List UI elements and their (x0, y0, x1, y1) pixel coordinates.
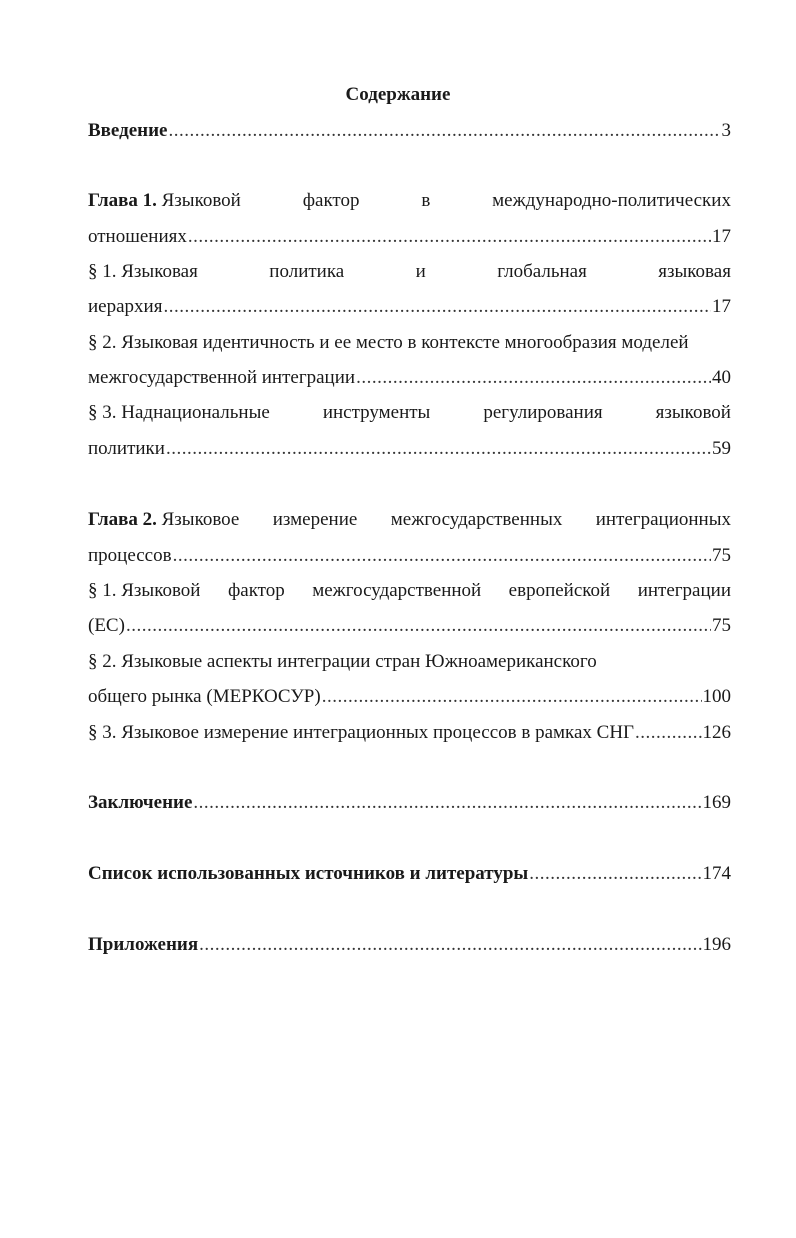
toc-label: § 2. Языковая идентичность и ее место в контексте многообразия моделей (88, 332, 689, 353)
toc-page: 40 (712, 367, 731, 388)
toc-page: 17 (712, 226, 731, 247)
word: межгосударственной (312, 580, 482, 601)
toc-page: 3 (721, 120, 731, 141)
word: политика (269, 261, 345, 282)
chapter-2-number: Глава 2. (88, 509, 157, 530)
toc-ch2-section-1-cont[interactable] (88, 615, 731, 637)
toc-label: Введение (88, 120, 168, 141)
toc-leader (169, 120, 721, 142)
toc-ch1-section-3-cont[interactable] (88, 438, 731, 460)
toc-label: Заключение (88, 792, 193, 813)
toc-leader (635, 722, 701, 744)
toc-page: 196 (702, 934, 731, 955)
word: интеграционных (595, 509, 731, 530)
toc-page: 75 (712, 615, 731, 636)
word: § 1. Языковой (88, 580, 201, 601)
toc-leader (173, 545, 711, 567)
toc-leader (356, 367, 711, 389)
word: языковая (658, 261, 731, 282)
word: Языковое (161, 509, 240, 530)
toc-label: § 2. Языковые аспекты интеграции стран Южноамериканского (88, 651, 597, 672)
word: европейской (508, 580, 611, 601)
toc-ch1-section-1-cont[interactable] (88, 296, 731, 318)
toc-page: 174 (702, 863, 731, 884)
toc-leader (166, 438, 711, 460)
word: международно-политических (492, 190, 731, 211)
toc-chapter-2-heading[interactable] (88, 509, 731, 531)
toc-page: 169 (702, 792, 731, 813)
toc-ch2-section-2-cont[interactable] (88, 686, 731, 708)
toc-chapter-2-cont[interactable] (88, 545, 731, 567)
word: глобальная (497, 261, 587, 282)
toc-leader (126, 615, 711, 637)
toc-label: процессов (88, 545, 172, 566)
word: Языковой (161, 190, 241, 211)
toc-chapter-1-cont[interactable] (88, 226, 731, 248)
toc-page: 100 (702, 686, 731, 707)
word: инструменты (322, 402, 431, 423)
toc-entry-intro[interactable] (88, 120, 731, 142)
toc-label: Приложения (88, 934, 199, 955)
chapter-2-first-word (88, 509, 239, 531)
toc-chapter-1-heading[interactable] (88, 190, 731, 212)
toc-leader (199, 934, 701, 956)
toc-leader (188, 226, 711, 248)
toc-label: (ЕС) (88, 615, 125, 636)
toc-entry-conclusion[interactable] (88, 792, 731, 814)
toc-page: 59 (712, 438, 731, 459)
chapter-1-first-word (88, 190, 241, 212)
toc-ch2-section-1[interactable] (88, 580, 731, 602)
toc-label: § 3. Языковое измерение интеграционных процессов в рамках СНГ (88, 722, 635, 743)
toc-leader (193, 792, 701, 814)
toc-ch2-section-2[interactable] (88, 651, 731, 673)
toc-page: 126 (702, 722, 731, 743)
word: интеграции (637, 580, 731, 601)
word: фактор (302, 190, 360, 211)
toc-label: иерархия (88, 296, 163, 317)
toc-label: отношениях (88, 226, 187, 247)
toc-page: 17 (712, 296, 731, 317)
word: измерение (272, 509, 358, 530)
toc-leader (529, 863, 701, 885)
toc-page: 75 (712, 545, 731, 566)
word: и (415, 261, 426, 282)
word: языковой (655, 402, 731, 423)
toc-label: межгосударственной интеграции (88, 367, 356, 388)
chapter-1-number: Глава 1. (88, 190, 157, 211)
word: в (421, 190, 431, 211)
toc-ch1-section-1[interactable] (88, 261, 731, 283)
word: межгосударственных (390, 509, 563, 530)
toc-ch1-section-2-cont[interactable] (88, 367, 731, 389)
toc-ch2-section-3[interactable] (88, 722, 731, 744)
word: § 1. Языковая (88, 261, 198, 282)
toc-ch1-section-3[interactable] (88, 402, 731, 424)
toc-entry-appendix[interactable] (88, 934, 731, 956)
word: регулирования (483, 402, 603, 423)
page-title: Содержание (345, 84, 451, 105)
toc-entry-sources[interactable] (88, 863, 731, 885)
toc-ch1-section-2[interactable] (88, 332, 731, 354)
toc-label: Список использованных источников и литературы (88, 863, 529, 884)
toc-label: общего рынка (МЕРКОСУР) (88, 686, 321, 707)
word: фактор (227, 580, 285, 601)
toc-label: политики (88, 438, 165, 459)
word: § 3. Наднациональные (88, 402, 270, 423)
toc-leader (322, 686, 702, 708)
toc-leader (163, 296, 711, 318)
